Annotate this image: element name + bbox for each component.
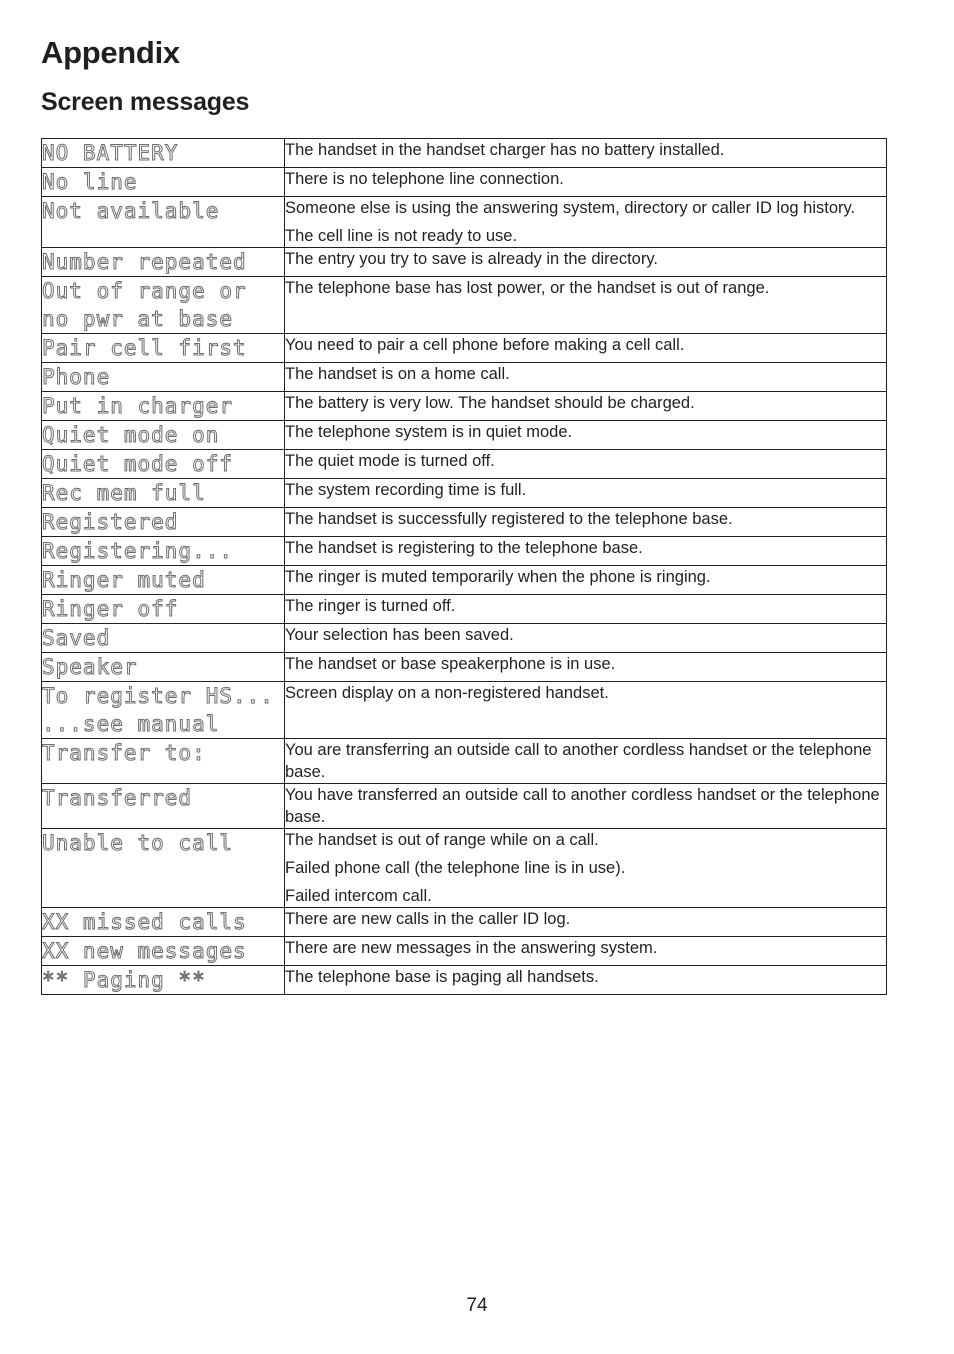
screen-message-text: no pwr at base xyxy=(42,307,234,331)
message-description-cell xyxy=(285,682,887,739)
screen-message-text: Quiet mode on xyxy=(42,423,220,447)
table-row xyxy=(42,334,887,363)
screen-message-text: XX new messages xyxy=(42,939,247,963)
message-description-text: Failed intercom call. xyxy=(285,887,432,905)
table-row xyxy=(42,508,887,537)
message-description-text: Someone else is using the answering system, directory or caller ID log history. xyxy=(285,199,856,217)
table-row xyxy=(42,248,887,277)
message-description-text: There is no telephone line connection. xyxy=(285,170,564,188)
message-description-text: Screen display on a non-registered handset. xyxy=(285,684,609,702)
message-description-text: The handset is out of range while on a call. xyxy=(285,831,599,849)
message-description-cell xyxy=(285,421,887,450)
message-description-cell xyxy=(285,966,887,995)
screen-message-text: Phone xyxy=(42,365,111,389)
screen-message-text: Transferred xyxy=(42,786,193,810)
message-description-text: You have transferred an outside call to another cordless handset or the telephone base. xyxy=(285,786,880,826)
screen-message-text: ** Paging ** xyxy=(42,968,206,992)
message-description-cell xyxy=(285,537,887,566)
table-row xyxy=(42,595,887,624)
table-row xyxy=(42,168,887,197)
message-description-cell xyxy=(285,829,887,908)
screen-message-text: Number repeated xyxy=(42,250,247,274)
message-description-text: Failed phone call (the telephone line is in use). xyxy=(285,859,626,877)
message-description-text: The handset in the handset charger has no battery installed. xyxy=(285,141,725,159)
table-row xyxy=(42,363,887,392)
table-row xyxy=(42,139,887,168)
screen-message-cell xyxy=(42,566,285,595)
message-description-cell xyxy=(285,595,887,624)
screen-message-text: XX missed calls xyxy=(42,910,247,934)
message-description-cell xyxy=(285,248,887,277)
screen-message-text: Saved xyxy=(42,626,111,650)
table-row xyxy=(42,682,887,739)
message-description-cell xyxy=(285,508,887,537)
message-description-text: The telephone base has lost power, or the handset is out of range. xyxy=(285,279,770,297)
table-row xyxy=(42,829,887,908)
screen-message-text: Registering... xyxy=(42,539,234,563)
message-description-text: You need to pair a cell phone before making a cell call. xyxy=(285,336,685,354)
message-description-text: The telephone system is in quiet mode. xyxy=(285,423,573,441)
message-description-text: The ringer is muted temporarily when the phone is ringing. xyxy=(285,568,711,586)
table-row xyxy=(42,537,887,566)
screen-message-text: Quiet mode off xyxy=(42,452,234,476)
table-row xyxy=(42,784,887,829)
screen-messages-table xyxy=(41,138,887,995)
section-title: Screen messages xyxy=(41,88,250,116)
screen-message-cell xyxy=(42,829,285,908)
table-row xyxy=(42,653,887,682)
message-description-cell xyxy=(285,908,887,937)
message-description-text: The system recording time is full. xyxy=(285,481,527,499)
table-row xyxy=(42,479,887,508)
page-number: 74 xyxy=(466,1295,488,1316)
screen-message-text: To register HS... xyxy=(42,684,274,708)
page-title: Appendix xyxy=(41,35,180,70)
message-description-cell xyxy=(285,784,887,829)
screen-message-cell xyxy=(42,392,285,421)
screen-message-text: No line xyxy=(42,170,138,194)
message-description-text: The handset is on a home call. xyxy=(285,365,510,383)
message-description-text: Your selection has been saved. xyxy=(285,626,514,644)
message-description-text: There are new messages in the answering system. xyxy=(285,939,658,957)
screen-message-cell xyxy=(42,508,285,537)
screen-message-cell xyxy=(42,624,285,653)
screen-message-text: Rec mem full xyxy=(42,481,206,505)
message-description-text: You are transferring an outside call to another cordless handset or the telephone base. xyxy=(285,741,872,781)
screen-message-cell xyxy=(42,479,285,508)
table-row xyxy=(42,421,887,450)
table-row xyxy=(42,277,887,334)
screen-message-cell xyxy=(42,784,285,829)
screen-message-cell xyxy=(42,421,285,450)
screen-message-text: Ringer off xyxy=(42,597,179,621)
message-description-cell xyxy=(285,334,887,363)
screen-message-cell xyxy=(42,682,285,739)
screen-message-text: ...see manual xyxy=(42,712,220,736)
screen-message-text: Transfer to: xyxy=(42,741,206,765)
table-row xyxy=(42,739,887,784)
screen-message-cell xyxy=(42,537,285,566)
message-description-text: The entry you try to save is already in the directory. xyxy=(285,250,658,268)
message-description-cell xyxy=(285,277,887,334)
screen-message-text: Speaker xyxy=(42,655,138,679)
message-description-cell xyxy=(285,739,887,784)
screen-message-text: NO BATTERY xyxy=(42,141,179,165)
message-description-cell xyxy=(285,168,887,197)
message-description-text: There are new calls in the caller ID log. xyxy=(285,910,571,928)
screen-message-cell xyxy=(42,595,285,624)
message-description-text: The ringer is turned off. xyxy=(285,597,456,615)
screen-message-text: Registered xyxy=(42,510,179,534)
screen-message-cell xyxy=(42,908,285,937)
message-description-cell xyxy=(285,139,887,168)
message-description-text: The telephone base is paging all handsets. xyxy=(285,968,599,986)
screen-message-cell xyxy=(42,197,285,248)
screen-message-cell xyxy=(42,334,285,363)
screen-message-cell xyxy=(42,450,285,479)
table-row xyxy=(42,450,887,479)
message-description-text: The cell line is not ready to use. xyxy=(285,227,518,245)
screen-message-cell xyxy=(42,653,285,682)
message-description-cell xyxy=(285,363,887,392)
table-row xyxy=(42,908,887,937)
screen-message-text: Put in charger xyxy=(42,394,234,418)
screen-message-cell xyxy=(42,966,285,995)
screen-message-text: Unable to call xyxy=(42,831,234,855)
message-description-cell xyxy=(285,566,887,595)
screen-message-cell xyxy=(42,937,285,966)
message-description-text: The handset is successfully registered to the telephone base. xyxy=(285,510,733,528)
screen-message-cell xyxy=(42,168,285,197)
screen-message-cell xyxy=(42,248,285,277)
message-description-cell xyxy=(285,479,887,508)
table-row xyxy=(42,566,887,595)
table-row xyxy=(42,197,887,248)
table-row xyxy=(42,937,887,966)
screen-message-cell xyxy=(42,277,285,334)
screen-message-cell xyxy=(42,739,285,784)
screen-message-text: Out of range or xyxy=(42,279,247,303)
message-description-text: The battery is very low. The handset should be charged. xyxy=(285,394,695,412)
message-description-text: The quiet mode is turned off. xyxy=(285,452,495,470)
message-description-text: The handset is registering to the telephone base. xyxy=(285,539,643,557)
screen-message-cell xyxy=(42,139,285,168)
message-description-cell xyxy=(285,197,887,248)
message-description-text: The handset or base speakerphone is in use. xyxy=(285,655,616,673)
screen-message-text: Pair cell first xyxy=(42,336,247,360)
table-row xyxy=(42,966,887,995)
message-description-cell xyxy=(285,624,887,653)
screen-message-text: Ringer muted xyxy=(42,568,206,592)
table-row xyxy=(42,392,887,421)
screen-message-cell xyxy=(42,363,285,392)
screen-message-text: Not available xyxy=(42,199,220,223)
screen-messages-table-body xyxy=(42,139,887,995)
table-row xyxy=(42,624,887,653)
message-description-cell xyxy=(285,937,887,966)
message-description-cell xyxy=(285,653,887,682)
message-description-cell xyxy=(285,450,887,479)
message-description-cell xyxy=(285,392,887,421)
